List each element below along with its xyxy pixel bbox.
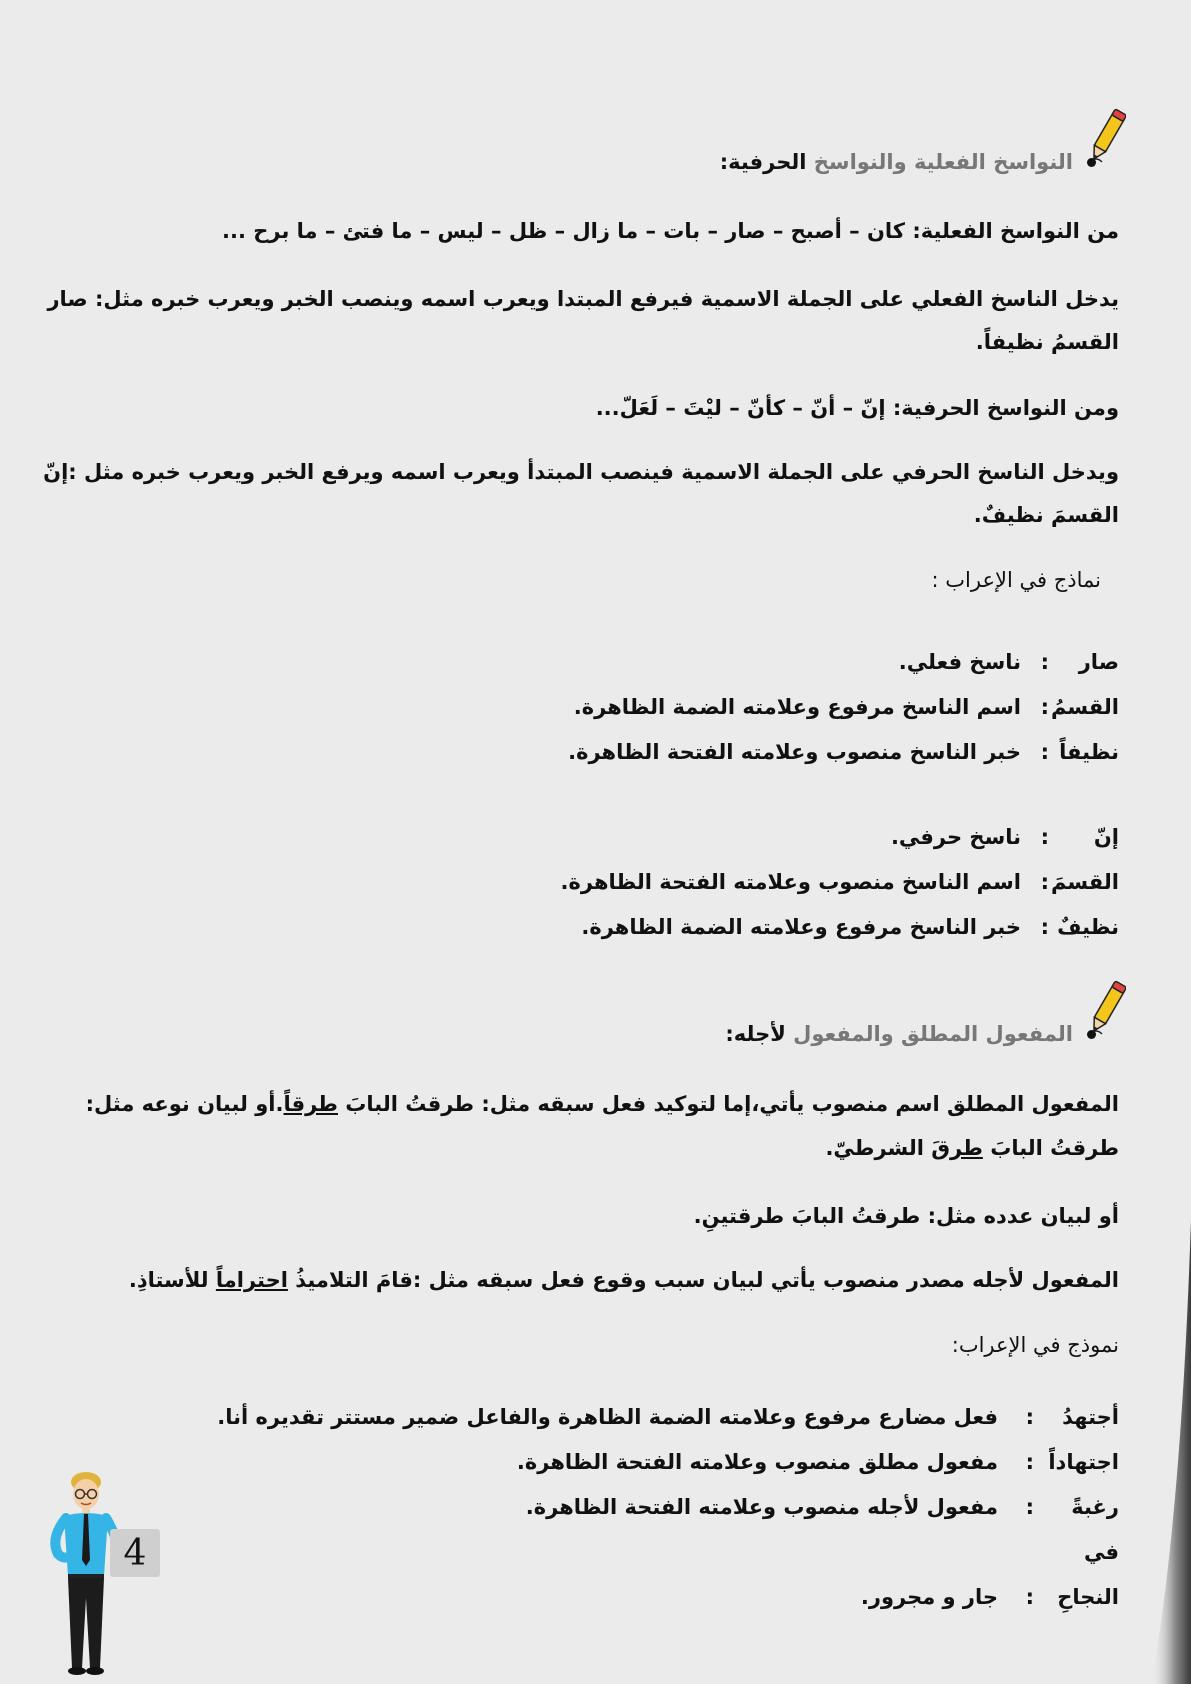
parse-sep: : (1025, 1405, 1034, 1429)
parse-row (561, 860, 1119, 905)
parse-sep: : (1040, 650, 1049, 674)
parse-row (217, 1485, 1119, 1530)
parse-word: أجتهدُ (1062, 1405, 1119, 1429)
text-part: طرقتُ البابَ (990, 1136, 1119, 1160)
section2-heading-tail: لأجله: (725, 1022, 786, 1046)
parse-desc: مفعول مطلق منصوب وعلامته الفتحة الظاهرة. (516, 1450, 998, 1474)
parse-desc: اسم الناسخ منصوب وعلامته الفتحة الظاهرة. (560, 870, 1021, 894)
page-curl-decoration (1151, 1220, 1191, 1684)
parse-word: نظيفٌ (1057, 915, 1119, 939)
parse-row (217, 1530, 1119, 1620)
parse-sep: : (1040, 825, 1049, 849)
purpose-rule-line (129, 1268, 1119, 1292)
parse-desc: خبر الناسخ منصوب وعلامته الفتحة الظاهرة. (568, 740, 1021, 764)
absolute-rule-line2 (825, 1136, 1119, 1160)
verbal-rule-line2: القسمُ نظيفاً. (975, 330, 1119, 354)
section1-heading-text: النواسخ الفعلية والنواسخ (813, 150, 1073, 174)
text-part: المفعول المطلق اسم منصوب يأتي،إما لتوكيد فعل سبقه مثل: طرقتُ البابَ (345, 1092, 1119, 1116)
verbal-abrogators-list: من النواسخ الفعلية: كان – أصبح – صار – بات – ما زال – ظل – ليس – ما فتئ – ما برح ... (222, 219, 1119, 243)
parse-desc: جار و مجرور. (860, 1585, 998, 1609)
bullet-icon (1087, 1030, 1096, 1039)
parse-desc: ناسخ فعلي. (898, 650, 1021, 674)
parse-word: رغبةً (1071, 1495, 1119, 1519)
section1-heading (720, 150, 1096, 174)
parse-desc: ناسخ حرفي. (890, 825, 1021, 849)
parse-sep: : (1025, 1450, 1034, 1474)
parse-sep: : (1040, 915, 1049, 939)
bullet-icon (1087, 158, 1096, 167)
parse-block-1 (568, 640, 1119, 775)
examples-title: نماذج في الإعراب : (931, 568, 1101, 592)
section1-heading-tail: الحرفية: (719, 150, 807, 174)
absolute-rule-line1 (86, 1092, 1119, 1116)
parse-sep: : (1040, 695, 1049, 719)
page-number: 4 (110, 1529, 160, 1577)
text-part: .أو لبيان نوعه مثل: (85, 1092, 284, 1116)
particle-rule-line1: ويدخل الناسخ الحرفي على الجملة الاسمية فينصب المبتدأ ويعرب اسمه ويرفع الخبر ويعرب خبره مثل :إنّ (43, 460, 1119, 484)
parse-sep: : (1040, 740, 1049, 764)
example-title: نموذج في الإعراب: (951, 1333, 1119, 1357)
parse-block-3 (217, 1395, 1119, 1620)
underlined-example: طرقَ (931, 1136, 983, 1160)
underlined-example: احتراماً (215, 1268, 288, 1292)
parse-word: القسمَ (1050, 870, 1119, 894)
parse-row (568, 685, 1119, 730)
parse-sep: : (1025, 1495, 1034, 1519)
parse-desc: مفعول لأجله منصوب وعلامته الفتحة الظاهرة. (525, 1495, 998, 1519)
verbal-rule-line1: يدخل الناسخ الفعلي على الجملة الاسمية فيرفع المبتدا ويعرب اسمه وينصب الخبر ويعرب خبره مثل: صار (47, 287, 1119, 311)
parse-word: القسمُ (1050, 695, 1119, 719)
section2-heading-text: المفعول المطلق والمفعول (793, 1022, 1073, 1046)
parse-sep: : (1040, 870, 1049, 894)
parse-row (568, 730, 1119, 775)
parse-row (217, 1440, 1119, 1485)
parse-sep: : (1025, 1585, 1034, 1609)
parse-desc: فعل مضارع مرفوع وعلامته الضمة الظاهرة والفاعل ضمير مستتر تقديره أنا. (217, 1405, 998, 1429)
parse-word: اجتهاداً (1048, 1450, 1119, 1474)
parse-word: نظيفاً (1059, 740, 1119, 764)
parse-block-2 (561, 815, 1119, 950)
text-part: المفعول لأجله مصدر منصوب يأتي لبيان سبب وقوع فعل سبقه مثل :قامَ التلاميذُ (295, 1268, 1119, 1292)
parse-desc: خبر الناسخ مرفوع وعلامته الضمة الظاهرة. (581, 915, 1021, 939)
parse-row (561, 815, 1119, 860)
text-part: للأستاذِ. (128, 1268, 209, 1292)
parse-row (561, 905, 1119, 950)
parse-word: في النجاحِ (1057, 1540, 1119, 1609)
parse-row (568, 640, 1119, 685)
parse-word: إنّ (1093, 825, 1119, 849)
absolute-count-line: أو لبيان عدده مثل: طرقتُ البابَ طرقتينِ. (693, 1204, 1119, 1228)
particle-abrogators-list: ومن النواسخ الحرفية: إنّ – أنّ – كأنّ – ليْتَ – لَعَلّ... (595, 396, 1119, 420)
parse-desc: اسم الناسخ مرفوع وعلامته الضمة الظاهرة. (573, 695, 1021, 719)
parse-word: صار (1078, 650, 1119, 674)
underlined-example: طرقاً (283, 1092, 338, 1116)
parse-row (217, 1395, 1119, 1440)
text-part: الشرطيّ. (825, 1136, 924, 1160)
section2-heading (725, 1022, 1096, 1046)
particle-rule-line2: القسمَ نظيفٌ. (973, 503, 1119, 527)
